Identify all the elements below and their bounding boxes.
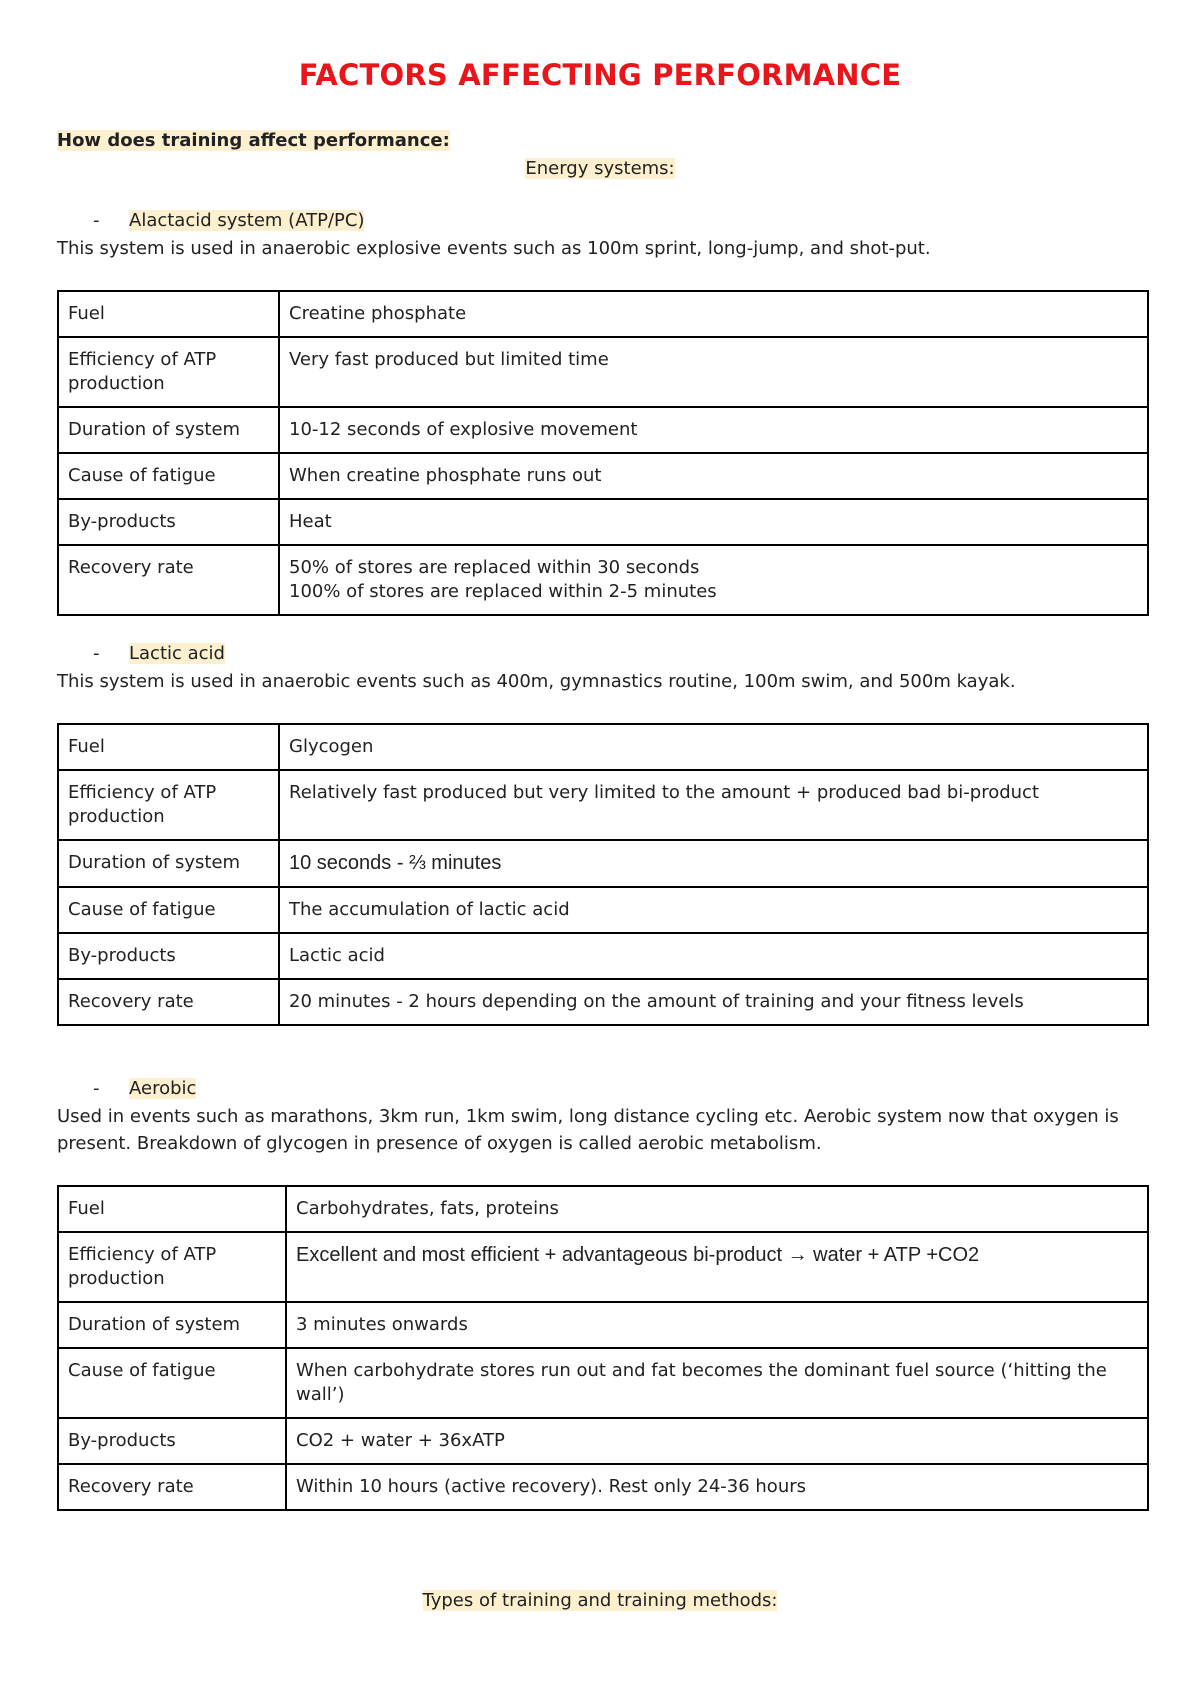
- question-heading: [57, 130, 450, 151]
- row-label: By-products: [58, 1418, 286, 1464]
- row-value: 3 minutes onwards: [286, 1302, 1148, 1348]
- row-value: Creatine phosphate: [279, 291, 1148, 337]
- row-label: Cause of fatigue: [58, 887, 279, 933]
- table-row: [58, 1232, 1148, 1302]
- row-label: Efficiency of ATP production: [58, 1232, 286, 1302]
- question-heading-text: How does training affect performance:: [57, 130, 450, 151]
- energy-systems-heading: [0, 158, 1200, 179]
- row-value-line: 50% of stores are replaced within 30 seconds: [289, 557, 700, 578]
- row-value: CO2 + water + 36xATP: [286, 1418, 1148, 1464]
- row-label: By-products: [58, 499, 279, 545]
- row-value: Carbohydrates, fats, proteins: [286, 1186, 1148, 1232]
- table-row: [58, 545, 1148, 615]
- section-lactic-title: Lactic acid: [129, 643, 225, 664]
- row-label: Recovery rate: [58, 545, 279, 615]
- row-value: Very fast produced but limited time: [279, 337, 1148, 407]
- row-value: Lactic acid: [279, 933, 1148, 979]
- row-label: Cause of fatigue: [58, 1348, 286, 1418]
- alactacid-table: [57, 290, 1149, 616]
- row-value-text: Excellent and most efficient + advantageous bi-product → water + ATP +CO2: [296, 1244, 980, 1266]
- table-row: [58, 979, 1148, 1025]
- table-row: [58, 1418, 1148, 1464]
- table-row: [58, 1186, 1148, 1232]
- training-methods-heading-text: Types of training and training methods:: [422, 1590, 778, 1611]
- row-value: [279, 545, 1148, 615]
- row-value: Relatively fast produced but very limited to the amount + produced bad bi-product: [279, 770, 1148, 840]
- bullet-dash: -: [93, 1078, 100, 1099]
- table-row: [58, 453, 1148, 499]
- row-value-line: 100% of stores are replaced within 2-5 minutes: [289, 581, 717, 602]
- table-row: [58, 724, 1148, 770]
- section-lactic-description: This system is used in anaerobic events such as 400m, gymnastics routine, 100m swim, and 500m kayak.: [57, 671, 1016, 692]
- section-alactacid-heading: [93, 210, 364, 231]
- aerobic-table: [57, 1185, 1149, 1511]
- row-label: By-products: [58, 933, 279, 979]
- row-label: Fuel: [58, 724, 279, 770]
- row-value: When carbohydrate stores run out and fat becomes the dominant fuel source (‘hitting the wall’): [286, 1348, 1148, 1418]
- row-value: Within 10 hours (active recovery). Rest only 24-36 hours: [286, 1464, 1148, 1510]
- table-row: [58, 770, 1148, 840]
- row-label: Cause of fatigue: [58, 453, 279, 499]
- section-alactacid-title: Alactacid system (ATP/PC): [129, 210, 365, 231]
- table-row: [58, 499, 1148, 545]
- row-label: Efficiency of ATP production: [58, 770, 279, 840]
- section-lactic-heading: [93, 643, 225, 664]
- row-value-text: 10 seconds - ⅔ minutes: [289, 852, 502, 874]
- table-row: [58, 337, 1148, 407]
- table-row: [58, 933, 1148, 979]
- row-value: 10-12 seconds of explosive movement: [279, 407, 1148, 453]
- row-label: Fuel: [58, 291, 279, 337]
- row-value: When creatine phosphate runs out: [279, 453, 1148, 499]
- row-label: Efficiency of ATP production: [58, 337, 279, 407]
- page-title: FACTORS AFFECTING PERFORMANCE: [298, 58, 902, 92]
- row-value: 20 minutes - 2 hours depending on the amount of training and your fitness levels: [279, 979, 1148, 1025]
- row-value: Glycogen: [279, 724, 1148, 770]
- row-label: Recovery rate: [58, 979, 279, 1025]
- table-row: [58, 887, 1148, 933]
- lactic-table: [57, 723, 1149, 1026]
- row-label: Recovery rate: [58, 1464, 286, 1510]
- row-value: The accumulation of lactic acid: [279, 887, 1148, 933]
- row-value: [286, 1232, 1148, 1302]
- energy-systems-heading-text: Energy systems:: [525, 158, 675, 179]
- section-aerobic-description: Used in events such as marathons, 3km run, 1km swim, long distance cycling etc. Aerobic system now that oxygen is present. Breakdown of glycogen in presence of oxygen is called aerobic metabolism.: [57, 1106, 1119, 1154]
- row-label: Duration of system: [58, 1302, 286, 1348]
- table-row: [58, 1348, 1148, 1418]
- table-row: [58, 840, 1148, 887]
- training-methods-heading: [0, 1590, 1200, 1611]
- section-aerobic-title: Aerobic: [129, 1078, 197, 1099]
- row-label: Duration of system: [58, 407, 279, 453]
- bullet-dash: -: [93, 210, 100, 231]
- table-row: [58, 291, 1148, 337]
- row-label: Duration of system: [58, 840, 279, 887]
- row-label: Fuel: [58, 1186, 286, 1232]
- table-row: [58, 1302, 1148, 1348]
- bullet-dash: -: [93, 643, 100, 664]
- table-row: [58, 407, 1148, 453]
- row-value: [279, 840, 1148, 887]
- section-alactacid-description: This system is used in anaerobic explosive events such as 100m sprint, long-jump, and shot-put.: [57, 238, 931, 259]
- row-value: Heat: [279, 499, 1148, 545]
- section-aerobic-heading: [93, 1078, 196, 1099]
- table-row: [58, 1464, 1148, 1510]
